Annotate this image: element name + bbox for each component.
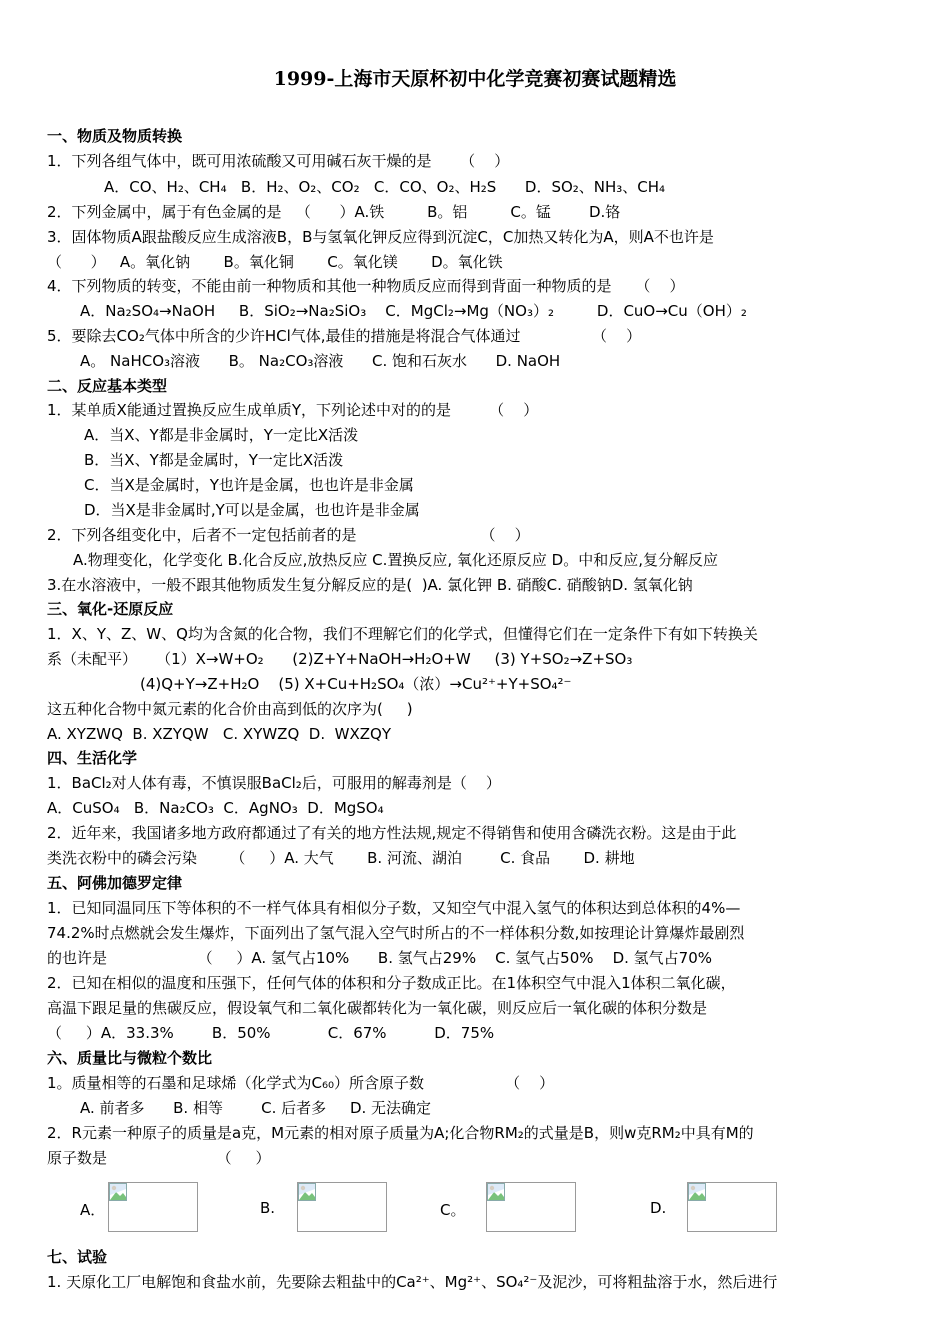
question-line: 类洗衣粉中的磷会污染 （ ）A. 大气 B. 河流、湖泊 C. 食品 D. 耕地 (47, 849, 635, 867)
question-line: 2．已知在相似的温度和压强下，任何气体的体积和分子数成正比。在1体积空气中混入1体积二氧化碳， (47, 974, 736, 992)
question-line: 1．下列各组气体中，既可用浓硫酸又可用碱石灰干燥的是 （ ） (47, 152, 510, 170)
question-line: B．当X、Y都是金属时，Y一定比X活泼 (84, 451, 344, 469)
question-line: 5．要除去CO₂气体中所含的少许HCl气体,最佳的措施是将混合气体通过 （ ） (47, 327, 642, 345)
question-line: D．当X是非金属时,Y可以是金属，也也许是非金属 (84, 501, 420, 519)
page-title: 1999-上海市天原杯初中化学竞赛初赛试题精选 (273, 68, 677, 90)
question-line: 74.2%时点燃就会发生爆炸，下面列出了氢气混入空气时所占的不一样体积分数,如按理论计算爆炸最剧烈 (47, 924, 745, 942)
question-line: 1．BaCl₂对人体有毒，不慎误服BaCl₂后，可服用的解毒剂是（ ） (47, 774, 501, 792)
question-line: A．CuSO₄ B．Na₂CO₃ C．AgNO₃ D．MgSO₄ (47, 799, 384, 817)
question-line: 高温下跟足量的焦碳反应，假设氧气和二氧化碳都转化为一氧化碳，则反应后一氧化碳的体积分数是 (47, 999, 708, 1017)
question-line: 1．某单质X能通过置换反应生成单质Y，下列论述中对的的是 （ ） (47, 401, 539, 419)
question-line: A。 NaHCO₃溶液 B。 Na₂CO₃溶液 C. 饱和石灰水 D. NaOH (80, 352, 561, 370)
section-heading: 三、氧化-还原反应 (47, 600, 174, 618)
broken-image-icon (487, 1183, 505, 1201)
broken-image-icon (298, 1183, 316, 1201)
question-line: A．CO、H₂、CH₄ B．H₂、O₂、CO₂ C．CO、O₂、H₂S D．SO₂、NH₃、CH₄ (104, 178, 666, 196)
question-line: 2．R元素一种原子的质量是a克，M元素的相对原子质量为A;化合物RM₂的式量是B，则w克RM₂中具有M的 (47, 1124, 754, 1142)
question-line: 1．X、Y、Z、W、Q均为含氮的化合物，我们不理解它们的化学式，但懂得它们在一定条件下有如下转换关 (47, 625, 758, 643)
question-line: C．当X是金属时，Y也许是金属，也也许是非金属 (84, 476, 414, 494)
answer-option-label: B. (260, 1199, 276, 1217)
question-line: A．当X、Y都是非金属时，Y一定比X活泼 (84, 426, 359, 444)
section-heading: 六、质量比与微粒个数比 (47, 1049, 213, 1067)
question-line: 2．下列金属中，属于有色金属的是 （ ）A.铁 B。铝 C。锰 D.铬 (47, 203, 621, 221)
broken-image-icon (688, 1183, 706, 1201)
question-line: A．Na₂SO₄→NaOH B．SiO₂→Na₂SiO₃ C．MgCl₂→Mg（NO₃）₂ D．CuO→Cu（OH）₂ (80, 302, 747, 320)
question-line: （ ）A．33.3% B．50% C．67% D．75% (47, 1024, 495, 1042)
question-line: 的也许是 （ ）A. 氢气占10% B. 氢气占29% C. 氢气占50% D. 氢气占70% (47, 949, 713, 967)
question-line: （ ） A。氧化钠 B。氧化铜 C。氧化镁 D。氧化铁 (47, 253, 503, 271)
answer-option-label: C。 (440, 1201, 466, 1219)
question-line: 2．近年来，我国诸多地方政府都通过了有关的地方性法规,规定不得销售和使用含磷洗衣粉。这是由于此 (47, 824, 737, 842)
question-line: 原子数是 （ ） (47, 1149, 271, 1167)
section-heading: 二、反应基本类型 (47, 377, 168, 395)
question-line: 4．下列物质的转变，不能由前一种物质和其他一种物质反应而得到背面一种物质的是 （ ） (47, 277, 685, 295)
broken-image-icon (109, 1183, 127, 1201)
question-line: 1。质量相等的石墨和足球烯（化学式为C₆₀）所含原子数 （ ） (47, 1074, 555, 1092)
question-line: 2．下列各组变化中，后者不一定包括前者的是 （ ） (47, 526, 530, 544)
section-heading: 五、阿佛加德罗定律 (47, 874, 183, 892)
question-line: 3.在水溶液中，一般不跟其他物质发生复分解反应的是( )A. 氯化钾 B. 硝酸C. 硝酸钠D. 氢氧化钠 (47, 576, 693, 594)
question-line: 这五种化合物中氮元素的化合价由高到低的次序为( ) (47, 700, 413, 718)
section-heading: 七、试验 (47, 1248, 108, 1266)
question-line: A. XYZWQ B. XZYQW C. XYWZQ D. WXZQY (47, 725, 392, 743)
answer-option-label: D. (650, 1199, 667, 1217)
question-line: A.物理变化，化学变化 B.化合反应,放热反应 C.置换反应, 氧化还原反应 D。中和反应,复分解反应 (73, 551, 718, 569)
answer-option-label: A． (80, 1201, 106, 1219)
question-line: 3．固体物质A跟盐酸反应生成溶液B，B与氢氧化钾反应得到沉淀C，C加热又转化为A，则A不也许是 (47, 228, 714, 246)
question-line: A. 前者多 B. 相等 C. 后者多 D. 无法确定 (80, 1099, 432, 1117)
question-line: 系（未配平） （1）X→W+O₂ (2)Z+Y+NaOH→H₂O+W (3) Y+SO₂→Z+SO₃ (47, 650, 633, 668)
question-line: 1．已知同温同压下等体积的不一样气体具有相似分子数，又知空气中混入氢气的体积达到总体积的4%— (47, 899, 741, 917)
section-heading: 四、生活化学 (47, 749, 138, 767)
question-line: (4)Q+Y→Z+H₂O (5) X+Cu+H₂SO₄（浓）→Cu²⁺+Y+SO₄²⁻ (140, 675, 572, 693)
question-line: 1. 天原化工厂电解饱和食盐水前，先要除去粗盐中的Ca²⁺、Mg²⁺、SO₄²⁻及泥沙，可将粗盐溶于水，然后进行 (47, 1273, 778, 1291)
section-heading: 一、物质及物质转换 (47, 127, 183, 145)
